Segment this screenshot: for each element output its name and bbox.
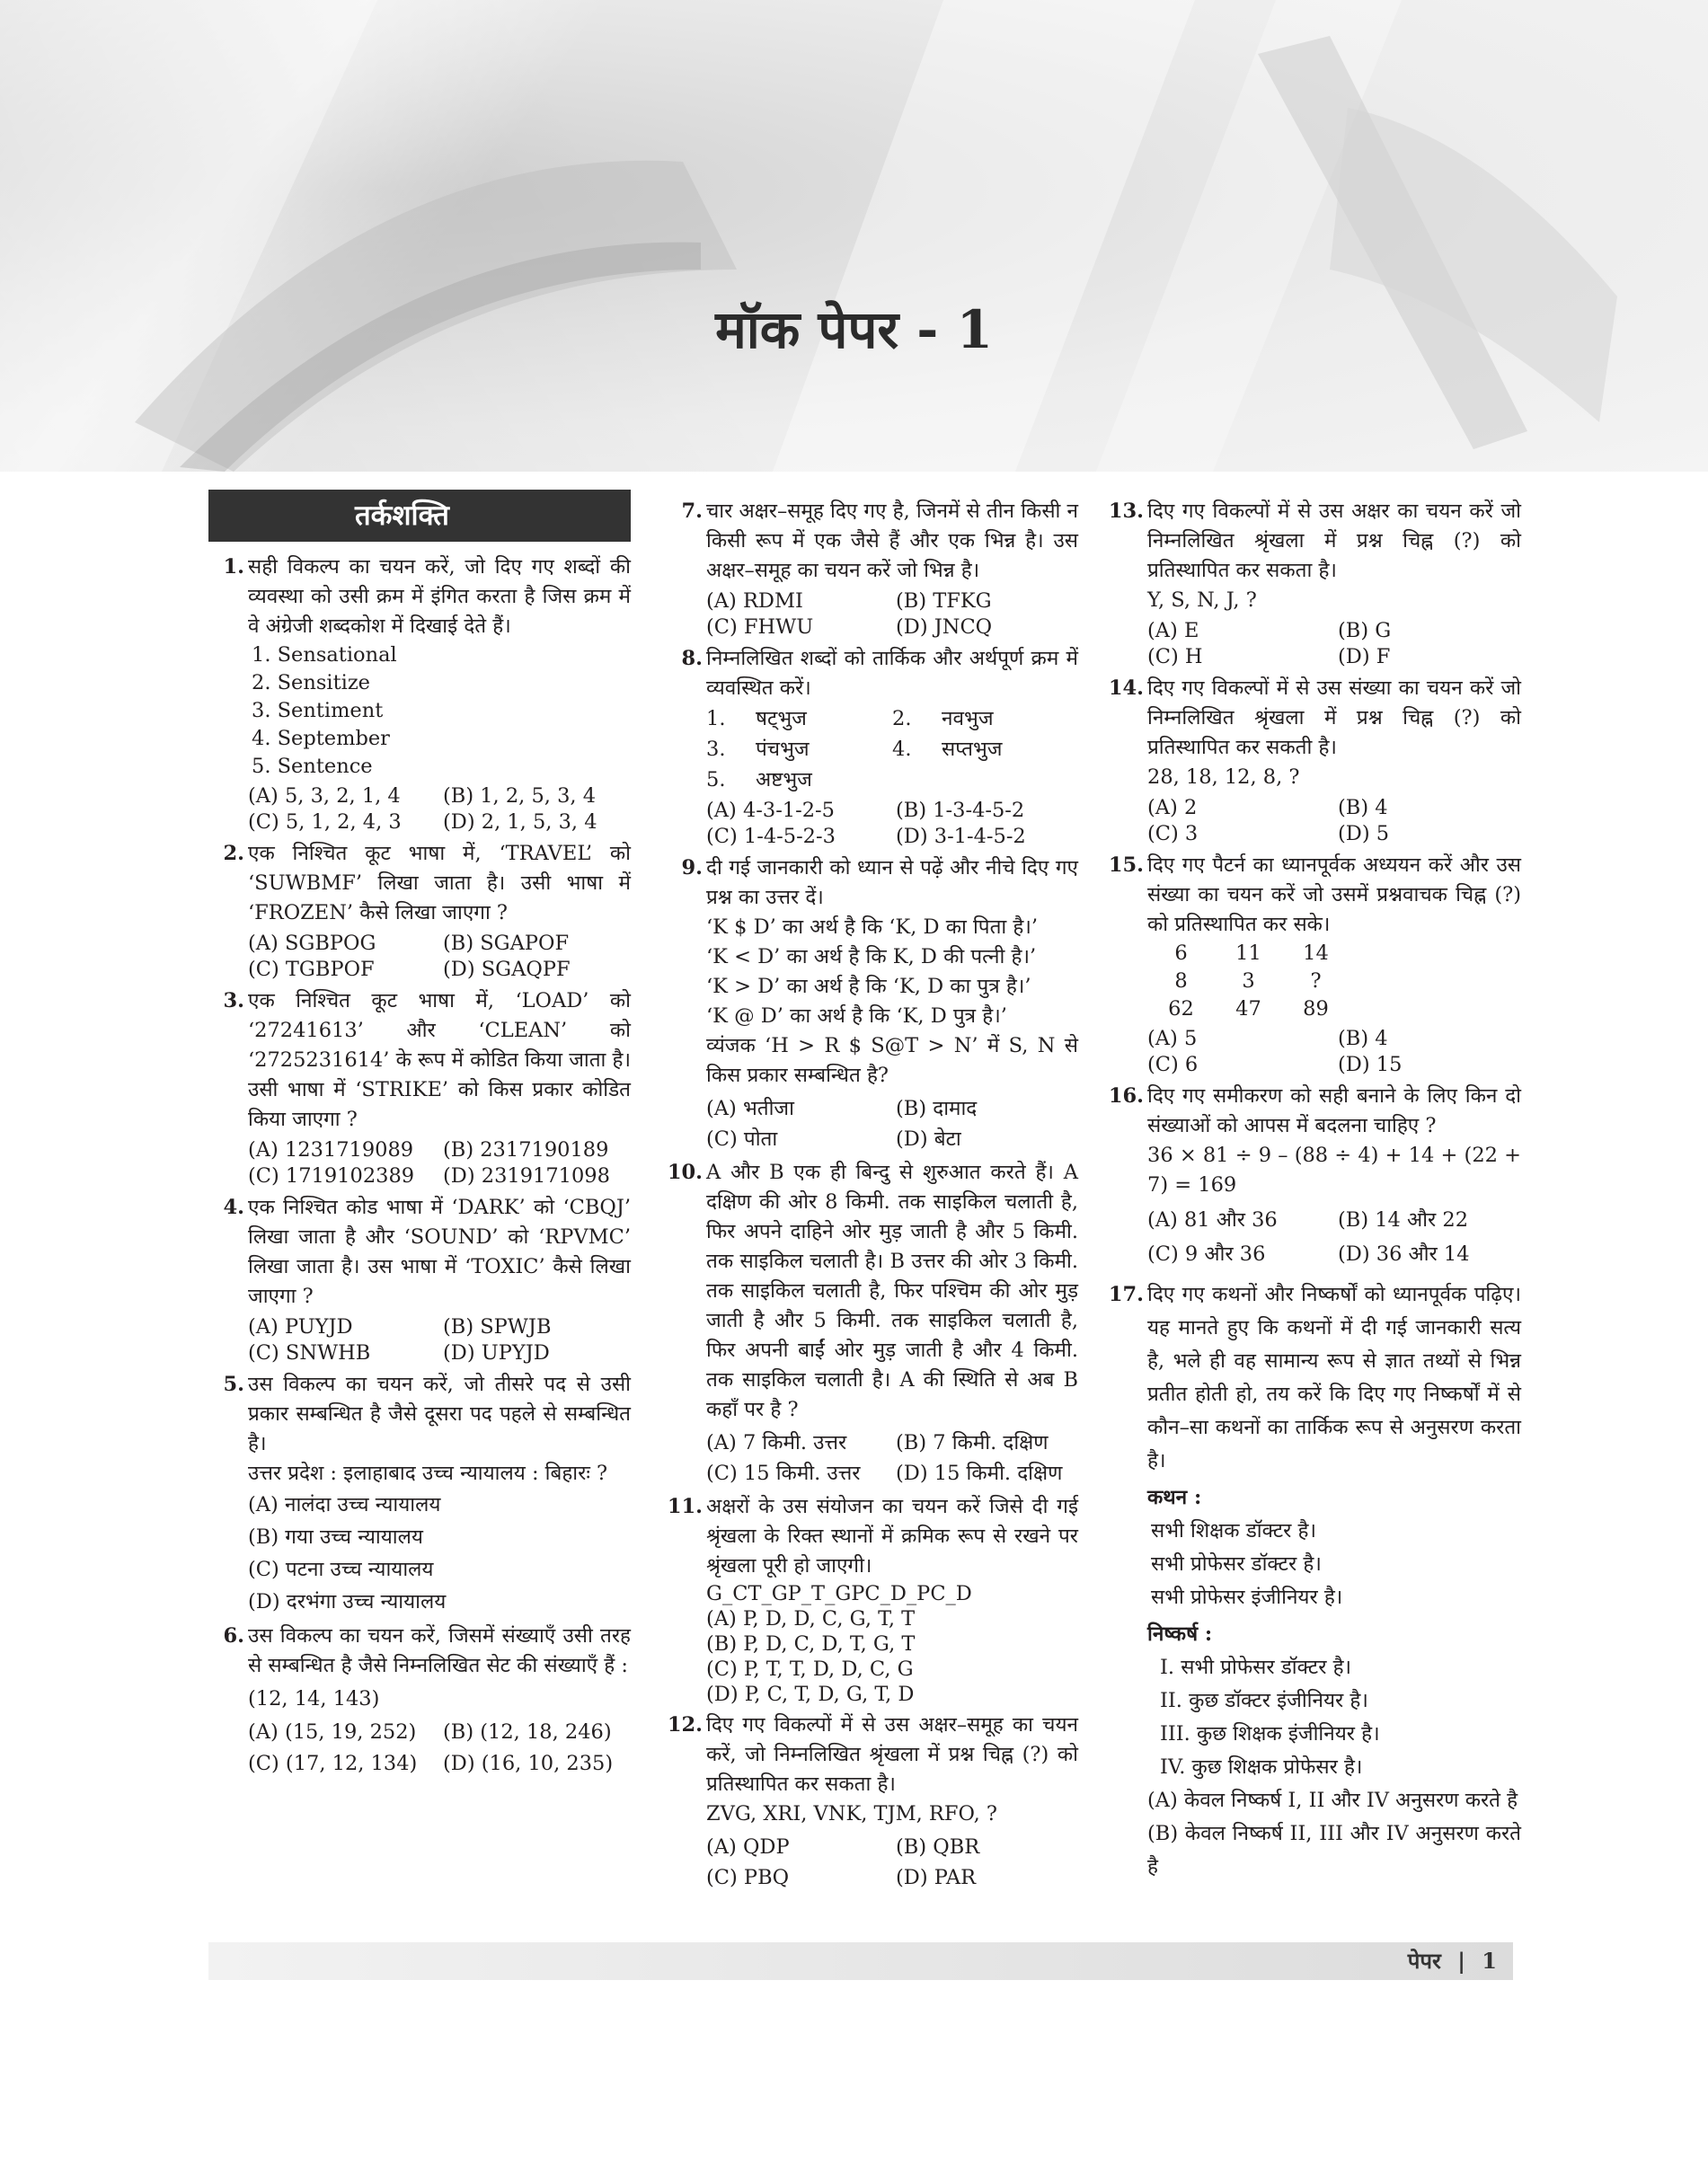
question-number: 7. — [681, 499, 703, 523]
option: (C) P, T, T, D, D, C, G — [706, 1658, 914, 1681]
statements-heading: कथन : — [1147, 1486, 1202, 1509]
question-text: एक निश्चित कूट भाषा में, ‘LOAD’ को ‘27241613’ और ‘CLEAN’ को ‘2725231614’ के रूप में कोडित किया जाता है। उसी भाषा में ‘STRIKE’ को किस प्रकार कोडित किया जाएगा ? — [248, 989, 631, 1131]
list-item: अष्टभुज — [756, 768, 812, 791]
option: (D) JNCQ — [896, 615, 993, 639]
list-item: सप्तभुज — [942, 738, 1003, 761]
question-number: 5. — [223, 1373, 244, 1396]
pattern-cell: ? — [1310, 969, 1322, 993]
answer-options — [706, 1832, 1078, 1893]
list-item: षट्भुज — [756, 707, 807, 730]
list-number: 1. — [706, 707, 726, 730]
header-banner — [0, 0, 1708, 472]
option: (D) F — [1338, 645, 1391, 668]
question-number: 4. — [223, 1196, 244, 1219]
question-number: 14. — [1108, 676, 1144, 700]
option: (C) PBQ — [706, 1866, 790, 1889]
option: (C) 5, 1, 2, 4, 3 — [248, 810, 402, 834]
pattern-cell: 3 — [1242, 969, 1255, 993]
option: (A) 7 किमी. उत्तर — [706, 1431, 847, 1454]
question-number: 15. — [1108, 853, 1144, 877]
option: (B) SGAPOF — [443, 932, 570, 955]
list-item: 1. Sensational — [252, 643, 397, 667]
page-footer — [208, 1942, 1513, 1980]
statement: सभी प्रोफेसर डॉक्टर है। — [1151, 1552, 1322, 1576]
question-4 — [208, 1193, 631, 1366]
question-text: दिए गए पैटर्न का ध्यानपूर्वक अध्ययन करें और उस संख्या का चयन करें जो उसमें प्रश्नवाचक चिह्न (?) को प्रतिस्थापित कर सके। — [1147, 853, 1521, 936]
option: (C) पोता — [706, 1127, 778, 1151]
option: (B) दामाद — [896, 1097, 978, 1120]
option: (A) 81 और 36 — [1147, 1208, 1278, 1232]
answer-options — [706, 1093, 1078, 1154]
list-number: 4. — [892, 738, 912, 761]
question-text: दिए गए विकल्पों में से उस अक्षर का चयन करें जो निम्नलिखित श्रृंखला में प्रश्न चिह्न (?) को प्रतिस्थापित कर सकता है। — [1147, 499, 1521, 582]
option: (A) (15, 19, 252) — [248, 1720, 417, 1744]
info-line: ‘K < D’ का अर्थ है कि K, D की पत्नी है।’ — [706, 945, 1037, 968]
word-list — [706, 703, 1078, 795]
list-item: पंचभुज — [756, 738, 810, 761]
option: (B) 4 — [1338, 1027, 1388, 1050]
answer-options — [706, 1428, 1078, 1489]
number-pattern — [1147, 940, 1350, 1023]
info-line: व्यंजक ‘H > R $ S@T > N’ में S, N से किस प्रकार सम्बन्धित है? — [706, 1034, 1078, 1087]
question-text: उस विकल्प का चयन करें, जो तीसरे पद से उसी प्रकार सम्बन्धित है जैसे दूसरा पद पहले से सम्बन्धित है। — [248, 1373, 631, 1455]
question-text: दी गई जानकारी को ध्यान से पढ़ें और नीचे दिए गए प्रश्न का उत्तर दें। — [706, 856, 1078, 909]
option: (B) 14 और 22 — [1338, 1208, 1469, 1232]
question-10 — [667, 1158, 1078, 1489]
question-8 — [667, 644, 1078, 850]
question-number: 17. — [1108, 1283, 1144, 1306]
question-number: 8. — [681, 647, 703, 670]
page-title: मॉक पेपर - 1 — [715, 299, 993, 360]
question-text: एक निश्चित कूट भाषा में, ‘TRAVEL’ को ‘SUWBMF’ लिखा जाता है। उसी भाषा में ‘FROZEN’ कैसे लिखा जाएगा ? — [248, 842, 631, 924]
option: (B) 1-3-4-5-2 — [896, 799, 1025, 822]
option: (D) 5 — [1338, 822, 1390, 845]
option: (A) SGBPOG — [248, 932, 376, 955]
question-stem: ZVG, XRI, VNK, TJM, RFO, ? — [706, 1802, 997, 1825]
pattern-cell: 11 — [1235, 941, 1261, 965]
option: (B) 1, 2, 5, 3, 4 — [443, 784, 597, 808]
info-line: ‘K @ D’ का अर्थ है कि ‘K, D पुत्र है।’ — [706, 1004, 1007, 1028]
banner-background-art — [0, 0, 1708, 472]
column-1 — [208, 490, 631, 1783]
answer-options — [248, 1137, 631, 1189]
option: (C) 1719102389 — [248, 1164, 415, 1188]
conclusion: IV. कुछ शिक्षक प्रोफेसर है। — [1160, 1755, 1363, 1779]
option: (B) P, D, C, D, T, G, T — [706, 1632, 916, 1656]
option: (B) 2317190189 — [443, 1138, 609, 1162]
option: (A) 5, 3, 2, 1, 4 — [248, 784, 401, 808]
question-text: उस विकल्प का चयन करें, जिसमें संख्याएँ उसी तरह से सम्बन्धित है जैसे निम्नलिखित सेट की संख्याएँ हैं : — [248, 1624, 631, 1677]
question-stem: 28, 18, 12, 8, ? — [1147, 765, 1300, 789]
option: (A) नालंदा उच्च न्यायालय — [248, 1493, 441, 1516]
question-text: दिए गए विकल्पों में से उस संख्या का चयन करें जो निम्नलिखित श्रृंखला में प्रश्न चिह्न (?) को प्रतिस्थापित कर सकती है। — [1147, 676, 1521, 759]
answer-options — [706, 1606, 1078, 1707]
option: (C) TGBPOF — [248, 958, 375, 981]
pattern-cell: 6 — [1174, 941, 1188, 965]
option: (C) 15 किमी. उत्तर — [706, 1462, 861, 1485]
pattern-cell: 47 — [1235, 997, 1261, 1021]
question-number: 11. — [667, 1495, 703, 1518]
option: (A) 4-3-1-2-5 — [706, 799, 835, 822]
answer-options — [1147, 1784, 1521, 1884]
option: (A) QDP — [706, 1835, 790, 1859]
option: (C) पटना उच्च न्यायालय — [248, 1558, 434, 1581]
option: (D) 15 — [1338, 1053, 1403, 1076]
pattern-cell: 8 — [1174, 969, 1188, 993]
question-text: दिए गए कथनों और निष्कर्षों को ध्यानपूर्वक पढ़िए। यह मानते हुए कि कथनों में दी गई जानकारी सत्य है, भले ही वह सामान्य रूप से ज्ञात तथ्यों से भिन्न प्रतीत होती हो, तय करें कि दिए गए निष्कर्षों में से कौन–सा कथनों का तार्किक रूप से अनुसरण करता है। — [1147, 1283, 1521, 1472]
list-number: 2. — [892, 707, 912, 730]
answer-options — [248, 1489, 631, 1618]
option: (D) बेटा — [896, 1127, 961, 1151]
question-stem: 36 × 81 ÷ 9 – (88 ÷ 4) + 14 + (22 + 7) = 169 — [1147, 1144, 1521, 1197]
option: (D) 15 किमी. दक्षिण — [896, 1462, 1063, 1485]
conclusion: III. कुछ शिक्षक इंजीनियर है। — [1160, 1722, 1380, 1746]
info-line: ‘K $ D’ का अर्थ है कि ‘K, D का पिता है।’ — [706, 915, 1039, 939]
option: (B) TFKG — [896, 589, 992, 613]
question-stem: (12, 14, 143) — [248, 1687, 380, 1711]
option: (A) P, D, D, C, G, T, T — [706, 1607, 916, 1631]
option: (C) 6 — [1147, 1053, 1199, 1076]
question-2 — [208, 839, 631, 983]
question-number: 16. — [1108, 1084, 1144, 1108]
question-text: चार अक्षर–समूह दिए गए है, जिनमें से तीन किसी न किसी रूप में एक जैसे हैं और एक भिन्न है। उस अक्षर–समूह का चयन करें जो भिन्न है। — [706, 499, 1078, 582]
question-text: दिए गए विकल्पों में से उस अक्षर–समूह का चयन करें, जो निम्नलिखित श्रृंखला में प्रश्न चिह्न (?) को प्रतिस्थापित कर सकता है। — [706, 1713, 1078, 1796]
option: (A) 1231719089 — [248, 1138, 414, 1162]
question-17 — [1108, 1278, 1521, 1884]
question-13 — [1108, 497, 1521, 670]
answer-options — [248, 931, 631, 983]
option: (D) PAR — [896, 1866, 977, 1889]
option: (D) 3-1-4-5-2 — [896, 825, 1026, 848]
option: (B) (12, 18, 246) — [443, 1720, 612, 1744]
question-15 — [1108, 851, 1521, 1078]
option: (C) 3 — [1147, 822, 1199, 845]
footer-separator: | — [1457, 1948, 1465, 1974]
option: (A) भतीजा — [706, 1097, 794, 1120]
list-number: 5. — [706, 768, 726, 791]
answer-options — [1147, 1203, 1521, 1271]
option: (B) G — [1338, 619, 1392, 642]
option: (D) दरभंगा उच्च न्यायालय — [248, 1590, 447, 1613]
question-number: 9. — [681, 856, 703, 880]
option: (C) 1-4-5-2-3 — [706, 825, 836, 848]
conclusions-list — [1147, 1651, 1521, 1784]
question-9 — [667, 853, 1078, 1154]
statement: सभी प्रोफेसर इंजीनियर है। — [1151, 1586, 1343, 1609]
option: (B) SPWJB — [443, 1315, 552, 1339]
question-1 — [208, 553, 631, 835]
question-11 — [667, 1492, 1078, 1707]
option: (D) 2319171098 — [443, 1164, 610, 1188]
option: (D) UPYJD — [443, 1341, 550, 1365]
question-number: 1. — [223, 555, 244, 579]
statement: सभी शिक्षक डॉक्टर है। — [1151, 1519, 1316, 1543]
answer-options — [1147, 618, 1521, 670]
question-12 — [667, 1711, 1078, 1893]
question-stem: उत्तर प्रदेश : इलाहाबाद उच्च न्यायालय : बिहारः ? — [248, 1462, 608, 1485]
list-item: 5. Sentence — [252, 755, 373, 778]
option: (D) (16, 10, 235) — [443, 1752, 614, 1775]
column-2 — [667, 497, 1078, 1896]
option: (C) FHWU — [706, 615, 814, 639]
conclusions-heading: निष्कर्ष : — [1147, 1622, 1213, 1646]
question-16 — [1108, 1082, 1521, 1271]
option: (D) 2, 1, 5, 3, 4 — [443, 810, 597, 834]
question-14 — [1108, 674, 1521, 847]
option: (A) 2 — [1147, 796, 1198, 819]
list-item: 2. Sensitize — [252, 671, 370, 694]
info-line: ‘K > D’ का अर्थ है कि ‘K, D का पुत्र है।’ — [706, 975, 1031, 998]
question-text: अक्षरों के उस संयोजन का चयन करें जिसे दी गई श्रृंखला के रिक्त स्थानों में क्रमिक रूप से रखने पर श्रृंखला पूरी हो जाएगी। — [706, 1495, 1078, 1578]
question-stem: Y, S, N, J, ? — [1147, 588, 1257, 612]
answer-options — [706, 798, 1078, 850]
question-number: 13. — [1108, 499, 1144, 523]
option: (B) गया उच्च न्यायालय — [248, 1525, 423, 1549]
option: (B) QBR — [896, 1835, 980, 1859]
page-number: 1 — [1482, 1948, 1497, 1974]
conclusion: II. कुछ डॉक्टर इंजीनियर है। — [1160, 1689, 1368, 1712]
question-number: 12. — [667, 1713, 703, 1737]
question-number: 10. — [667, 1161, 703, 1184]
option: (B) केवल निष्कर्ष II, III और IV अनुसरण करते है — [1147, 1822, 1521, 1879]
list-item: नवभुज — [942, 707, 994, 730]
option: (A) E — [1147, 619, 1199, 642]
question-text: निम्नलिखित शब्दों को तार्किक और अर्थपूर्ण क्रम में व्यवस्थित करें। — [706, 647, 1078, 700]
option: (A) PUYJD — [248, 1315, 353, 1339]
option: (A) केवल निष्कर्ष I, II और IV अनुसरण करते है — [1147, 1789, 1518, 1812]
option: (D) SGAQPF — [443, 958, 571, 981]
footer-label: पेपर — [1407, 1948, 1441, 1974]
question-text: A और B एक ही बिन्दु से शुरुआत करते हैं। A दक्षिण की ओर 8 किमी. तक साइकिल चलाती है, फिर अपने दाहिने ओर मुड़ जाती है और 5 किमी. तक साइकिल चलाती है। B उत्तर की ओर 3 किमी. तक साइकिल चलाती है, फिर पश्चिम की ओर मुड़ जाती है और 5 किमी. तक साइकिल चलाती है, फिर अपनी बाईं ओर मुड़ जाती है और 4 किमी. तक साइकिल चलाती है। A की स्थिति से अब B कहाँ पर है ? — [706, 1161, 1078, 1421]
answer-options — [1147, 1026, 1521, 1078]
list-item: 3. Sentiment — [252, 699, 384, 722]
answer-options — [1147, 795, 1521, 847]
question-text: दिए गए समीकरण को सही बनाने के लिए किन दो संख्याओं को आपस में बदलना चाहिए ? — [1147, 1084, 1521, 1137]
column-3 — [1108, 497, 1521, 1887]
question-5 — [208, 1370, 631, 1618]
pattern-cell: 62 — [1168, 997, 1194, 1021]
statements-list — [1147, 1515, 1521, 1614]
conclusion: I. सभी प्रोफेसर डॉक्टर है। — [1160, 1656, 1352, 1679]
answer-options — [248, 1314, 631, 1366]
footer-text — [1408, 1946, 1497, 1976]
option: (C) (17, 12, 134) — [248, 1752, 418, 1775]
question-text: सही विकल्प का चयन करें, जो दिए गए शब्दों की व्यवस्था को उसी क्रम में इंगित करता है जिस क्रम में वे अंग्रेजी शब्दकोश में दिखाई देते हैं। — [248, 555, 631, 638]
section-heading: तर्कशक्ति — [208, 490, 631, 542]
option: (D) 36 और 14 — [1338, 1242, 1470, 1266]
question-number: 6. — [223, 1624, 244, 1648]
option: (C) H — [1147, 645, 1203, 668]
question-7 — [667, 497, 1078, 641]
list-number: 3. — [706, 738, 726, 761]
pattern-cell: 14 — [1303, 941, 1329, 965]
answer-options — [248, 1717, 631, 1780]
question-stem: G_CT_GP_T_GPC_D_PC_D — [706, 1582, 972, 1605]
option: (C) SNWHB — [248, 1341, 371, 1365]
answer-options — [706, 588, 1078, 641]
question-3 — [208, 986, 631, 1189]
answer-options — [248, 783, 631, 835]
question-number: 2. — [223, 842, 244, 865]
option: (D) P, C, T, D, G, T, D — [706, 1683, 915, 1706]
option: (B) 4 — [1338, 796, 1388, 819]
question-text: एक निश्चित कोड भाषा में ‘DARK’ को ‘CBQJ’ लिखा जाता है और ‘SOUND’ को ‘RPVMC’ लिखा जाता है। उस भाषा में ‘TOXIC’ कैसे लिखा जाएगा ? — [248, 1196, 631, 1308]
list-item: 4. September — [252, 727, 390, 750]
option: (C) 9 और 36 — [1147, 1242, 1266, 1266]
question-number: 3. — [223, 989, 244, 1012]
question-6 — [208, 1622, 631, 1780]
option: (A) 5 — [1147, 1027, 1198, 1050]
pattern-cell: 89 — [1303, 997, 1329, 1021]
option: (A) RDMI — [706, 589, 803, 613]
option: (B) 7 किमी. दक्षिण — [896, 1431, 1049, 1454]
